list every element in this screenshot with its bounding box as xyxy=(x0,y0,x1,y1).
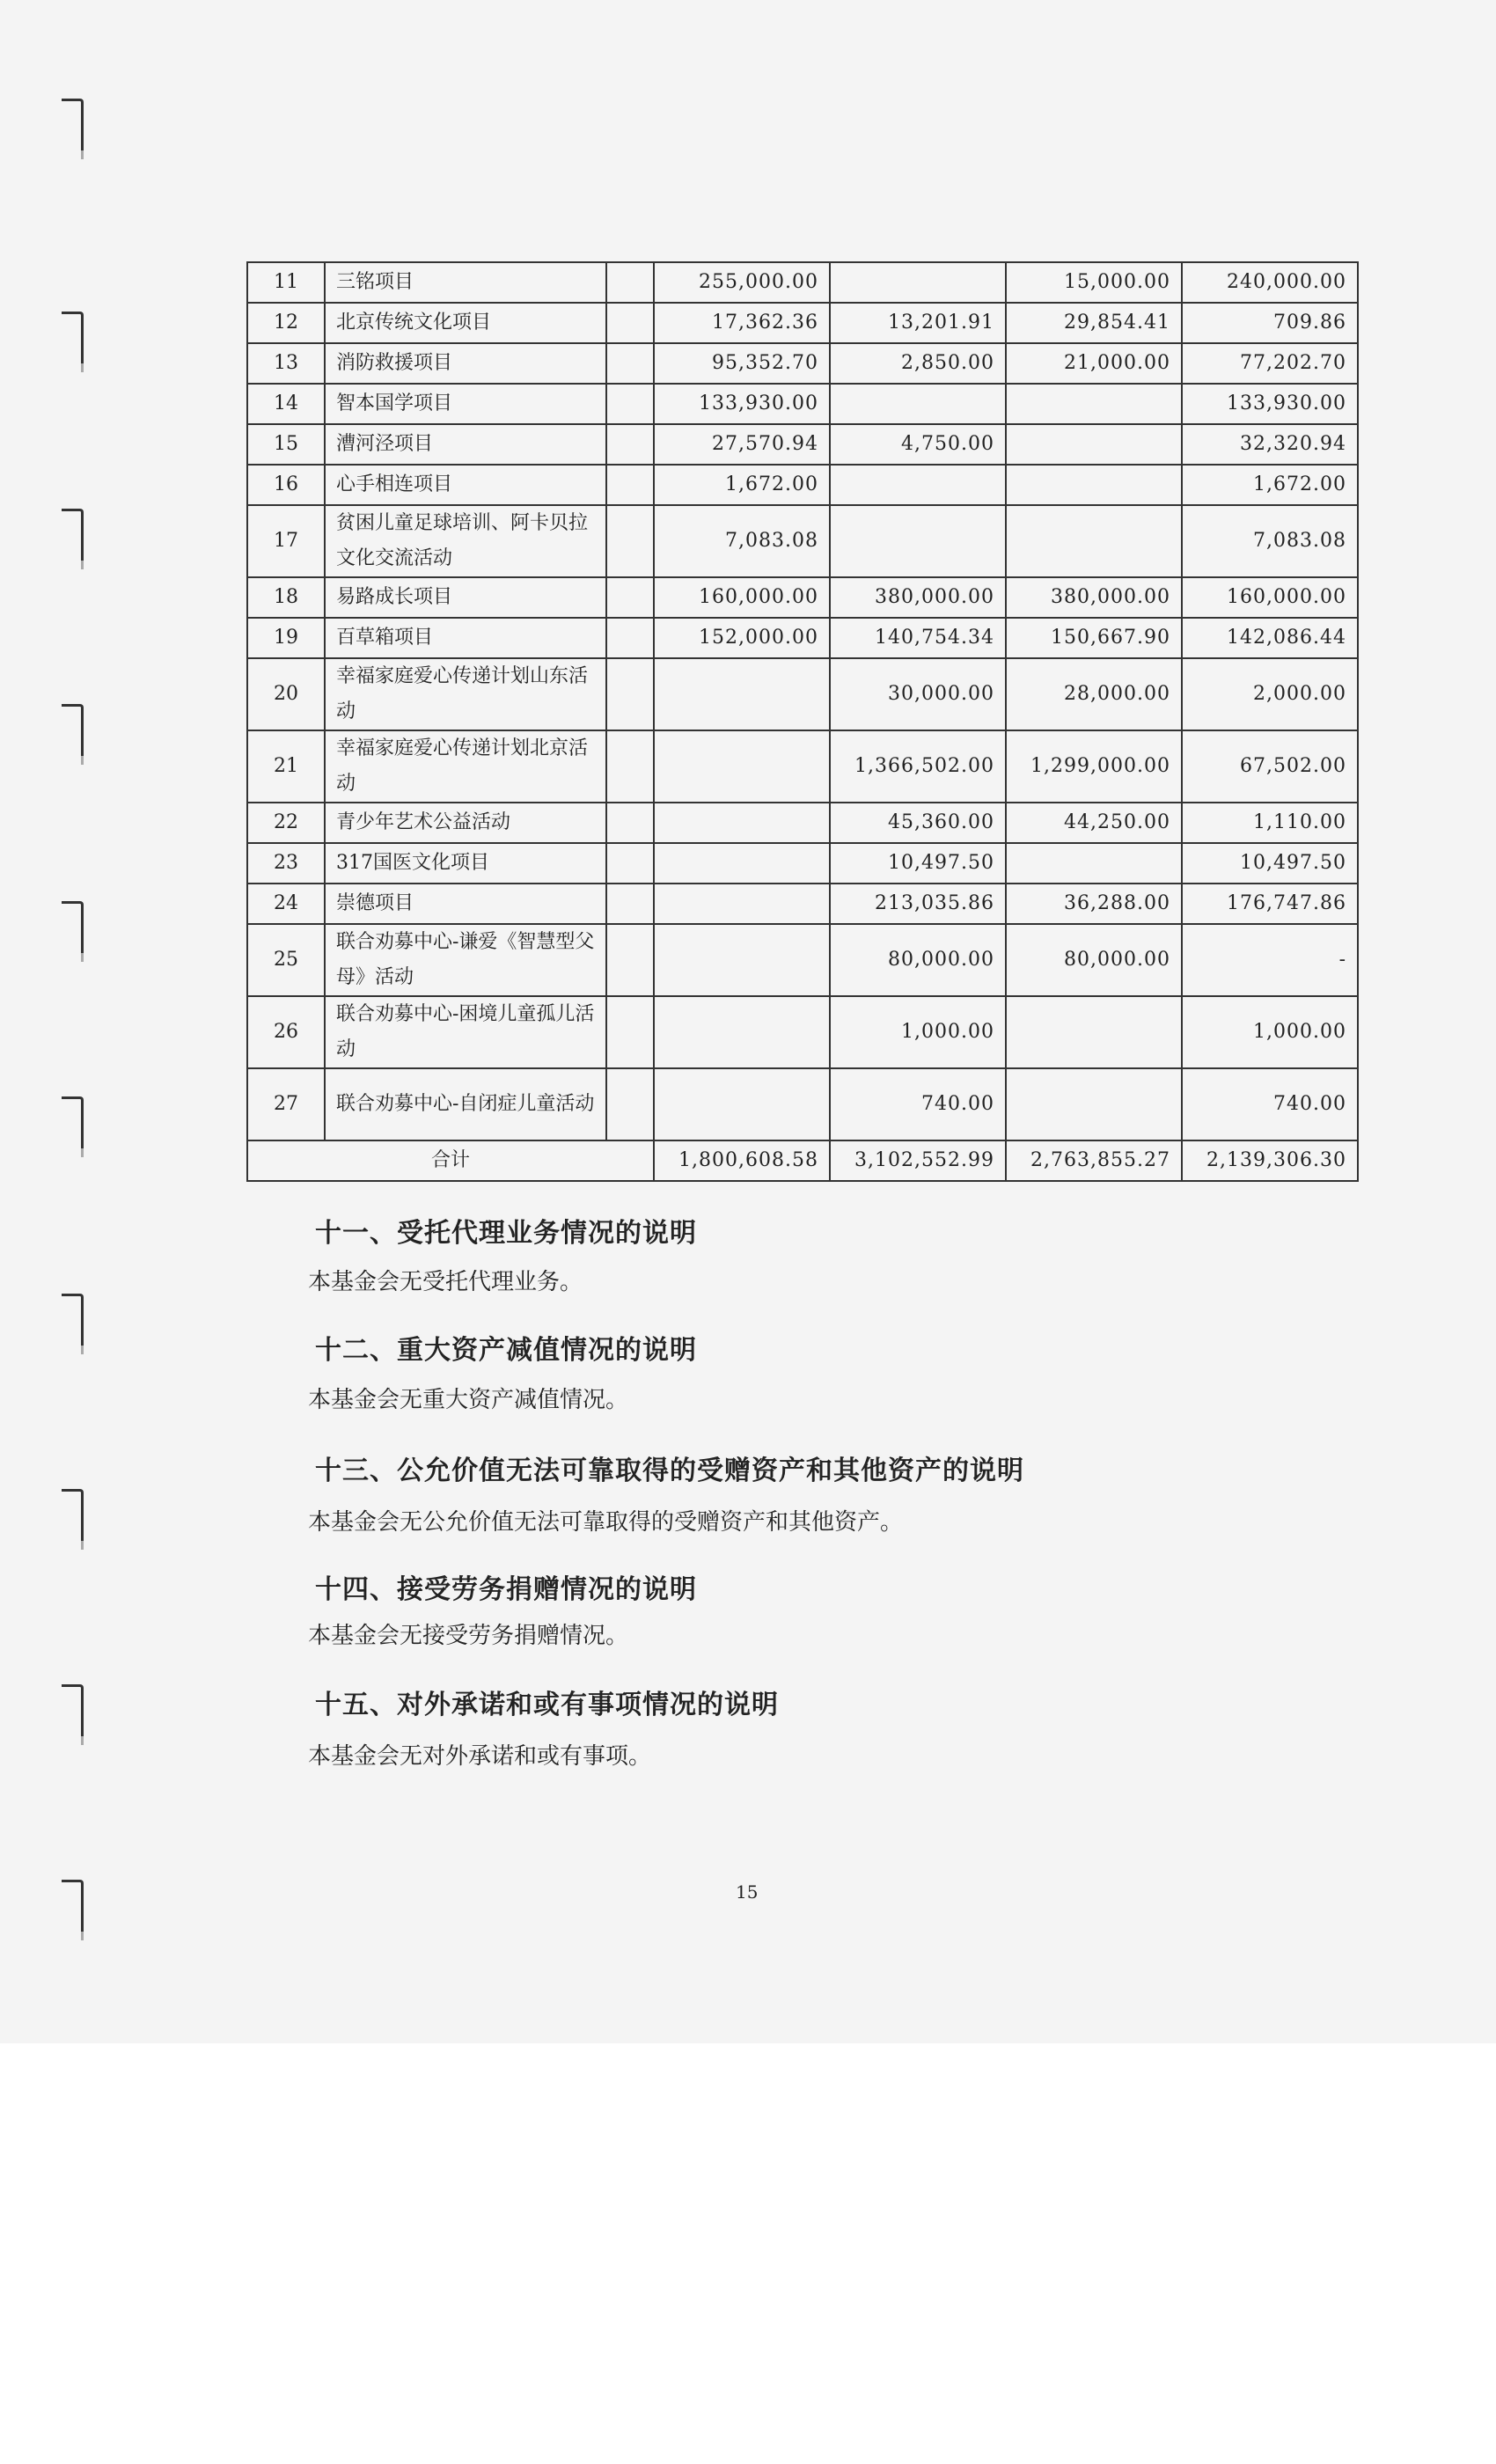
project-name-cell: 幸福家庭爱心传递计划山东活动 xyxy=(325,658,606,730)
amount-cell-1: 255,000.00 xyxy=(654,262,830,303)
blank-cell xyxy=(606,884,654,924)
amount-cell-1: 7,083.08 xyxy=(654,505,830,577)
amount-cell-2: 13,201.91 xyxy=(830,303,1006,343)
amount-cell-2: 1,366,502.00 xyxy=(830,730,1006,803)
table-row xyxy=(247,262,1358,303)
binder-mark xyxy=(62,1880,84,1932)
binder-mark xyxy=(62,1096,84,1148)
project-name-cell: 崇德项目 xyxy=(325,884,606,924)
binder-mark xyxy=(62,704,84,756)
project-name-cell: 幸福家庭爱心传递计划北京活动 xyxy=(325,730,606,803)
table-row xyxy=(247,924,1358,996)
row-number-cell: 11 xyxy=(247,262,325,303)
section-body-15: 本基金会无对外承诺和或有事项。 xyxy=(308,1743,652,1770)
blank-cell xyxy=(606,424,654,465)
amount-cell-4: 1,000.00 xyxy=(1182,996,1358,1068)
amount-cell-2: 2,850.00 xyxy=(830,343,1006,384)
amount-cell-2: 140,754.34 xyxy=(830,618,1006,658)
amount-cell-3: 21,000.00 xyxy=(1006,343,1182,384)
table-row xyxy=(247,577,1358,618)
total-row xyxy=(247,1140,1358,1181)
row-number-cell: 15 xyxy=(247,424,325,465)
row-number-cell: 24 xyxy=(247,884,325,924)
amount-cell-2: 30,000.00 xyxy=(830,658,1006,730)
table-row xyxy=(247,303,1358,343)
blank-cell xyxy=(606,1068,654,1140)
section-title-11: 十一、受托代理业务情况的说明 xyxy=(315,1218,697,1249)
table-row xyxy=(247,884,1358,924)
amount-cell-1: 1,672.00 xyxy=(654,465,830,505)
row-number-cell: 21 xyxy=(247,730,325,803)
amount-cell-2 xyxy=(830,384,1006,424)
table-row xyxy=(247,424,1358,465)
amount-cell-2: 1,000.00 xyxy=(830,996,1006,1068)
amount-cell-3 xyxy=(1006,384,1182,424)
table-row xyxy=(247,465,1358,505)
row-number-cell: 14 xyxy=(247,384,325,424)
binder-mark xyxy=(62,99,84,150)
binder-mark xyxy=(62,1489,84,1541)
binder-mark xyxy=(62,312,84,363)
amount-cell-1: 95,352.70 xyxy=(654,343,830,384)
project-name-cell: 联合劝募中心-困境儿童孤儿活动 xyxy=(325,996,606,1068)
amount-cell-4: 142,086.44 xyxy=(1182,618,1358,658)
amount-cell-4: 32,320.94 xyxy=(1182,424,1358,465)
project-name-cell: 易路成长项目 xyxy=(325,577,606,618)
row-number-cell: 20 xyxy=(247,658,325,730)
blank-cell xyxy=(606,730,654,803)
row-number-cell: 17 xyxy=(247,505,325,577)
table-body xyxy=(247,262,1358,1181)
amount-cell-2 xyxy=(830,505,1006,577)
section-title-13: 十三、公允价值无法可靠取得的受赠资产和其他资产的说明 xyxy=(315,1456,1024,1486)
table-row xyxy=(247,730,1358,803)
amount-cell-4: 7,083.08 xyxy=(1182,505,1358,577)
row-number-cell: 23 xyxy=(247,843,325,884)
section-body-11: 本基金会无受托代理业务。 xyxy=(308,1269,583,1295)
amount-cell-1 xyxy=(654,803,830,843)
section-body-12: 本基金会无重大资产减值情况。 xyxy=(308,1387,629,1413)
blank-cell xyxy=(606,996,654,1068)
project-name-cell: 心手相连项目 xyxy=(325,465,606,505)
amount-cell-2: 4,750.00 xyxy=(830,424,1006,465)
amount-cell-2 xyxy=(830,262,1006,303)
binder-mark xyxy=(62,509,84,561)
amount-cell-3: 44,250.00 xyxy=(1006,803,1182,843)
amount-cell-4: 1,110.00 xyxy=(1182,803,1358,843)
amount-cell-3: 150,667.90 xyxy=(1006,618,1182,658)
amount-cell-1: 133,930.00 xyxy=(654,384,830,424)
row-number-cell: 26 xyxy=(247,996,325,1068)
blank-cell xyxy=(606,618,654,658)
amount-cell-3: 380,000.00 xyxy=(1006,577,1182,618)
amount-cell-4: 176,747.86 xyxy=(1182,884,1358,924)
binder-mark xyxy=(62,1294,84,1346)
blank-cell xyxy=(606,465,654,505)
blank-cell xyxy=(606,343,654,384)
amount-cell-2: 213,035.86 xyxy=(830,884,1006,924)
amount-cell-4: 240,000.00 xyxy=(1182,262,1358,303)
blank-cell xyxy=(606,803,654,843)
table-row xyxy=(247,843,1358,884)
section-body-13: 本基金会无公允价值无法可靠取得的受赠资产和其他资产。 xyxy=(308,1509,904,1536)
amount-cell-4: 709.86 xyxy=(1182,303,1358,343)
total-label-cell: 合计 xyxy=(247,1140,654,1181)
amount-cell-4: - xyxy=(1182,924,1358,996)
project-name-cell: 智本国学项目 xyxy=(325,384,606,424)
amount-cell-1: 17,362.36 xyxy=(654,303,830,343)
total-amount-cell-1: 1,800,608.58 xyxy=(654,1140,830,1181)
binder-mark xyxy=(62,1684,84,1736)
amount-cell-4: 1,672.00 xyxy=(1182,465,1358,505)
blank-cell xyxy=(606,924,654,996)
project-name-cell: 联合劝募中心-自闭症儿童活动 xyxy=(325,1068,606,1140)
section-title-12: 十二、重大资产减值情况的说明 xyxy=(315,1335,697,1366)
project-name-cell: 百草箱项目 xyxy=(325,618,606,658)
amount-cell-3 xyxy=(1006,465,1182,505)
amount-cell-1 xyxy=(654,996,830,1068)
table-row xyxy=(247,343,1358,384)
project-name-cell: 317国医文化项目 xyxy=(325,843,606,884)
amount-cell-3 xyxy=(1006,505,1182,577)
amount-cell-3 xyxy=(1006,843,1182,884)
row-number-cell: 25 xyxy=(247,924,325,996)
section-title-14: 十四、接受劳务捐赠情况的说明 xyxy=(315,1574,697,1605)
row-number-cell: 16 xyxy=(247,465,325,505)
amount-cell-2 xyxy=(830,465,1006,505)
blank-cell xyxy=(606,577,654,618)
table-row xyxy=(247,803,1358,843)
project-name-cell: 消防救援项目 xyxy=(325,343,606,384)
amount-cell-3: 36,288.00 xyxy=(1006,884,1182,924)
section-body-14: 本基金会无接受劳务捐赠情况。 xyxy=(308,1623,629,1649)
table-row xyxy=(247,618,1358,658)
row-number-cell: 12 xyxy=(247,303,325,343)
table-row xyxy=(247,505,1358,577)
amount-cell-1: 152,000.00 xyxy=(654,618,830,658)
amount-cell-2: 45,360.00 xyxy=(830,803,1006,843)
amount-cell-3: 80,000.00 xyxy=(1006,924,1182,996)
table-row xyxy=(247,996,1358,1068)
project-name-cell: 贫困儿童足球培训、阿卡贝拉文化交流活动 xyxy=(325,505,606,577)
project-name-cell: 北京传统文化项目 xyxy=(325,303,606,343)
row-number-cell: 22 xyxy=(247,803,325,843)
amount-cell-4: 67,502.00 xyxy=(1182,730,1358,803)
project-name-cell: 青少年艺术公益活动 xyxy=(325,803,606,843)
table-row xyxy=(247,1068,1358,1140)
amount-cell-4: 160,000.00 xyxy=(1182,577,1358,618)
total-amount-cell-2: 3,102,552.99 xyxy=(830,1140,1006,1181)
table-row xyxy=(247,384,1358,424)
blank-cell xyxy=(606,303,654,343)
project-fund-table xyxy=(246,261,1359,1182)
amount-cell-4: 740.00 xyxy=(1182,1068,1358,1140)
amount-cell-3: 15,000.00 xyxy=(1006,262,1182,303)
section-title-15: 十五、对外承诺和或有事项情况的说明 xyxy=(315,1690,779,1720)
project-name-cell: 联合劝募中心-谦爱《智慧型父母》活动 xyxy=(325,924,606,996)
amount-cell-1 xyxy=(654,730,830,803)
amount-cell-3 xyxy=(1006,996,1182,1068)
amount-cell-2: 10,497.50 xyxy=(830,843,1006,884)
page-number: 15 xyxy=(736,1881,759,1903)
row-number-cell: 18 xyxy=(247,577,325,618)
total-amount-cell-3: 2,763,855.27 xyxy=(1006,1140,1182,1181)
amount-cell-1 xyxy=(654,884,830,924)
blank-cell xyxy=(606,505,654,577)
amount-cell-4: 77,202.70 xyxy=(1182,343,1358,384)
amount-cell-3: 29,854.41 xyxy=(1006,303,1182,343)
amount-cell-4: 133,930.00 xyxy=(1182,384,1358,424)
row-number-cell: 13 xyxy=(247,343,325,384)
amount-cell-2: 380,000.00 xyxy=(830,577,1006,618)
project-name-cell: 漕河泾项目 xyxy=(325,424,606,465)
blank-cell xyxy=(606,262,654,303)
total-amount-cell-4: 2,139,306.30 xyxy=(1182,1140,1358,1181)
row-number-cell: 19 xyxy=(247,618,325,658)
amount-cell-1: 27,570.94 xyxy=(654,424,830,465)
project-name-cell: 三铭项目 xyxy=(325,262,606,303)
row-number-cell: 27 xyxy=(247,1068,325,1140)
amount-cell-2: 80,000.00 xyxy=(830,924,1006,996)
amount-cell-3 xyxy=(1006,1068,1182,1140)
blank-cell xyxy=(606,843,654,884)
amount-cell-1 xyxy=(654,843,830,884)
amount-cell-1: 160,000.00 xyxy=(654,577,830,618)
amount-cell-3: 28,000.00 xyxy=(1006,658,1182,730)
amount-cell-1 xyxy=(654,658,830,730)
amount-cell-4: 10,497.50 xyxy=(1182,843,1358,884)
amount-cell-3 xyxy=(1006,424,1182,465)
binder-mark xyxy=(62,901,84,953)
amount-cell-2: 740.00 xyxy=(830,1068,1006,1140)
amount-cell-1 xyxy=(654,1068,830,1140)
amount-cell-1 xyxy=(654,924,830,996)
amount-cell-4: 2,000.00 xyxy=(1182,658,1358,730)
blank-cell xyxy=(606,384,654,424)
blank-cell xyxy=(606,658,654,730)
table-row xyxy=(247,658,1358,730)
amount-cell-3: 1,299,000.00 xyxy=(1006,730,1182,803)
